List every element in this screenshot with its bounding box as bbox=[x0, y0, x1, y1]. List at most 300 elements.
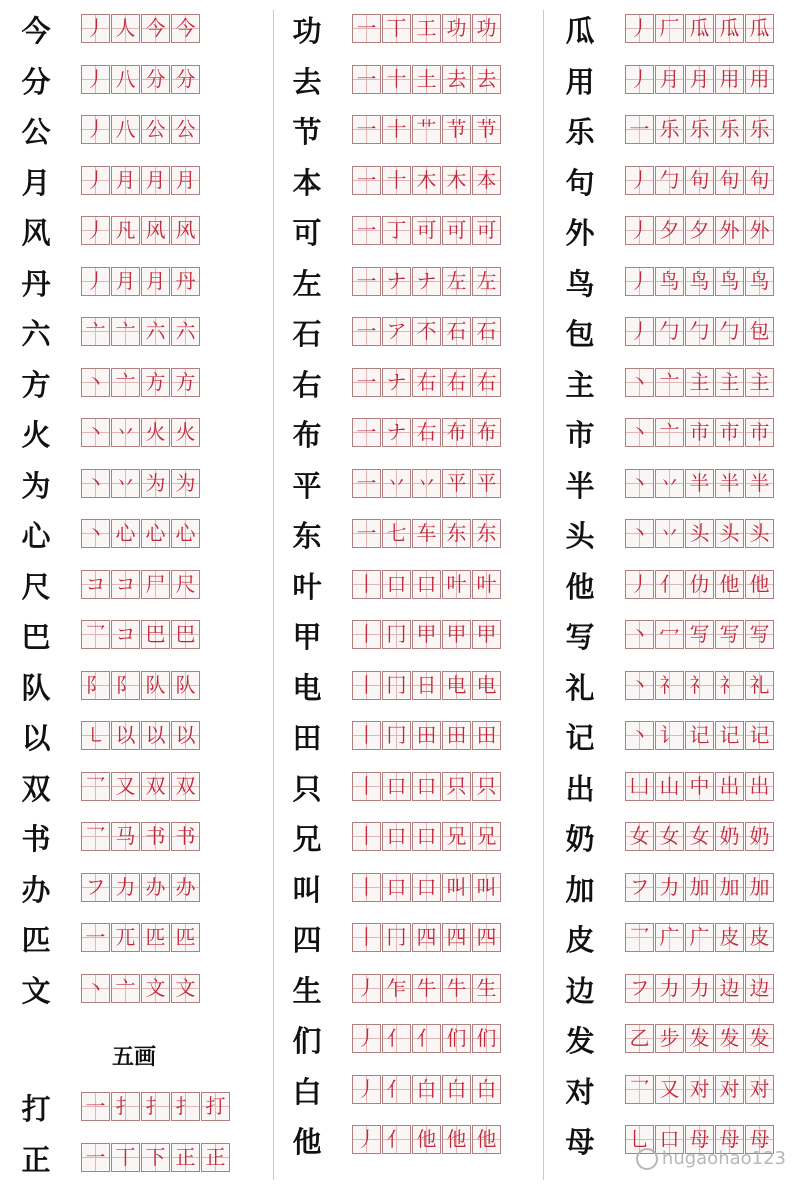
stroke-step: 去 bbox=[446, 66, 467, 91]
char-row bbox=[0, 620, 800, 654]
stroke-step: 巴 bbox=[145, 622, 166, 646]
stroke-step: 石 bbox=[476, 319, 497, 343]
stroke-step: 边 bbox=[719, 975, 740, 1000]
stroke-box bbox=[715, 974, 744, 1003]
stroke-box bbox=[715, 216, 744, 245]
stroke-box bbox=[715, 418, 744, 447]
main-character: 甲 bbox=[292, 620, 322, 654]
stroke-step: 车 bbox=[416, 521, 437, 545]
main-character: 奶 bbox=[565, 822, 595, 856]
stroke-steps bbox=[625, 368, 775, 397]
main-character: 办 bbox=[21, 872, 51, 907]
stroke-box bbox=[745, 267, 774, 296]
stroke-box bbox=[655, 570, 684, 599]
char-row bbox=[0, 721, 800, 755]
stroke-box bbox=[745, 923, 774, 952]
stroke-step: 冂 bbox=[386, 672, 407, 697]
stroke-step: 六 bbox=[175, 319, 196, 343]
main-character: 队 bbox=[21, 670, 51, 705]
stroke-step: 六 bbox=[145, 319, 166, 343]
stroke-box bbox=[625, 267, 654, 296]
stroke-step: 七 bbox=[386, 521, 407, 545]
stroke-box bbox=[715, 14, 744, 43]
stroke-step: 记 bbox=[689, 723, 710, 747]
stroke-step: 发 bbox=[749, 1026, 770, 1050]
column-divider-2 bbox=[543, 10, 544, 1180]
stroke-steps bbox=[625, 267, 775, 296]
stroke-box bbox=[625, 166, 654, 195]
stroke-box bbox=[655, 671, 684, 700]
stroke-step: 丨 bbox=[356, 925, 377, 949]
stroke-step: 丿 bbox=[356, 975, 377, 1000]
stroke-step: 一 bbox=[85, 1145, 106, 1169]
main-character: 功 bbox=[292, 14, 322, 48]
stroke-step: 亠 bbox=[115, 319, 136, 343]
stroke-step: 鸟 bbox=[659, 268, 680, 293]
stroke-step: 乙 bbox=[629, 1026, 650, 1050]
stroke-step: 马 bbox=[115, 824, 136, 848]
stroke-step: 市 bbox=[749, 420, 770, 444]
stroke-step: 甲 bbox=[446, 622, 467, 646]
stroke-step: 一 bbox=[356, 66, 377, 91]
stroke-box bbox=[625, 923, 654, 952]
stroke-step: 凡 bbox=[115, 218, 136, 242]
stroke-box bbox=[655, 822, 684, 851]
stroke-step: コ bbox=[115, 571, 136, 596]
stroke-step: 丿 bbox=[629, 167, 650, 192]
stroke-step: 丅 bbox=[386, 16, 407, 40]
stroke-step: 用 bbox=[719, 66, 740, 91]
stroke-step: 火 bbox=[145, 420, 166, 444]
stroke-step: 丿 bbox=[85, 117, 106, 141]
stroke-step: 乐 bbox=[749, 117, 770, 141]
stroke-step: 扌 bbox=[145, 1094, 166, 1118]
stroke-step: コ bbox=[85, 571, 106, 596]
main-character: 记 bbox=[565, 721, 595, 755]
stroke-step: 文 bbox=[145, 975, 166, 1000]
stroke-steps bbox=[625, 115, 775, 144]
stroke-step: 打 bbox=[205, 1094, 226, 1118]
stroke-step: 月 bbox=[115, 167, 136, 192]
stroke-step: 冂 bbox=[386, 723, 407, 747]
stroke-box bbox=[745, 14, 774, 43]
stroke-step: 丨 bbox=[356, 622, 377, 646]
stroke-box bbox=[625, 65, 654, 94]
stroke-step: 母 bbox=[749, 1127, 770, 1151]
stroke-step: 右 bbox=[476, 369, 497, 394]
main-character: 文 bbox=[21, 973, 51, 1008]
stroke-box bbox=[655, 65, 684, 94]
stroke-step: 土 bbox=[416, 66, 437, 91]
stroke-step: 句 bbox=[749, 167, 770, 192]
stroke-step: 不 bbox=[416, 319, 437, 343]
stroke-step: 右 bbox=[416, 369, 437, 394]
stroke-step: 本 bbox=[476, 167, 497, 192]
stroke-step: 丷 bbox=[386, 470, 407, 495]
stroke-step: 人 bbox=[115, 16, 136, 40]
main-character: 以 bbox=[21, 721, 51, 755]
stroke-step: 布 bbox=[446, 420, 467, 444]
stroke-step: 一 bbox=[356, 319, 377, 343]
stroke-box bbox=[745, 65, 774, 94]
stroke-step: 分 bbox=[175, 66, 196, 91]
stroke-box bbox=[655, 1024, 684, 1053]
stroke-steps bbox=[625, 620, 775, 649]
stroke-step: 八 bbox=[115, 66, 136, 91]
stroke-step: 对 bbox=[749, 1076, 770, 1101]
main-character: 出 bbox=[565, 771, 595, 806]
stroke-step: 可 bbox=[476, 218, 497, 242]
stroke-step: 丨 bbox=[356, 874, 377, 899]
stroke-step: 匹 bbox=[145, 925, 166, 949]
stroke-box bbox=[625, 873, 654, 902]
stroke-steps bbox=[625, 721, 775, 750]
stroke-box bbox=[685, 317, 714, 346]
main-character: 礼 bbox=[565, 670, 595, 705]
stroke-step: 勹 bbox=[659, 319, 680, 343]
stroke-step: ナ bbox=[416, 268, 437, 293]
stroke-step: 一 bbox=[356, 218, 377, 242]
stroke-step: 女 bbox=[689, 824, 710, 848]
stroke-step: 可 bbox=[446, 218, 467, 242]
stroke-box bbox=[625, 1024, 654, 1053]
main-character: 电 bbox=[292, 670, 322, 705]
char-row bbox=[0, 469, 800, 503]
stroke-step: 乐 bbox=[689, 117, 710, 141]
stroke-step: 半 bbox=[749, 470, 770, 495]
stroke-box bbox=[625, 822, 654, 851]
main-character: 右 bbox=[292, 367, 322, 402]
stroke-step: 亻 bbox=[386, 1127, 407, 1151]
stroke-step: 口 bbox=[386, 571, 407, 596]
stroke-step: 兀 bbox=[115, 925, 136, 949]
stroke-step: 木 bbox=[416, 167, 437, 192]
stroke-step: 月 bbox=[175, 167, 196, 192]
stroke-step: 日 bbox=[416, 672, 437, 697]
stroke-step: 左 bbox=[446, 268, 467, 293]
stroke-step: 凵 bbox=[629, 773, 650, 798]
stroke-step: 鸟 bbox=[689, 268, 710, 293]
stroke-step: ア bbox=[386, 319, 407, 343]
watermark-text: hugaohao123 bbox=[661, 1148, 786, 1169]
stroke-box bbox=[655, 317, 684, 346]
stroke-step: 半 bbox=[719, 470, 740, 495]
stroke-box bbox=[655, 469, 684, 498]
stroke-step: 写 bbox=[719, 622, 740, 646]
stroke-step: 平 bbox=[476, 470, 497, 495]
stroke-step: 礻 bbox=[659, 672, 680, 697]
stroke-box bbox=[685, 671, 714, 700]
stroke-step: 丨 bbox=[356, 773, 377, 798]
stroke-step: 牛 bbox=[446, 975, 467, 1000]
stroke-step: 丨 bbox=[356, 824, 377, 848]
stroke-step: 步 bbox=[659, 1026, 680, 1050]
stroke-step: 十 bbox=[386, 66, 407, 91]
stroke-step: 乐 bbox=[659, 117, 680, 141]
stroke-box bbox=[715, 570, 744, 599]
stroke-box bbox=[685, 368, 714, 397]
stroke-step: 一 bbox=[85, 925, 106, 949]
main-character: 去 bbox=[292, 64, 322, 99]
stroke-step: 丁 bbox=[386, 218, 407, 242]
stroke-step: 头 bbox=[749, 521, 770, 545]
stroke-box bbox=[715, 1075, 744, 1104]
main-character: 布 bbox=[292, 418, 322, 452]
stroke-step: 一 bbox=[356, 167, 377, 192]
main-character: 巴 bbox=[21, 620, 51, 654]
stroke-box bbox=[715, 873, 744, 902]
stroke-step: 丷 bbox=[416, 470, 437, 495]
stroke-box bbox=[655, 974, 684, 1003]
stroke-step: 山 bbox=[659, 773, 680, 798]
stroke-step: 田 bbox=[446, 723, 467, 747]
stroke-step: 冂 bbox=[386, 622, 407, 646]
stroke-step: 田 bbox=[416, 723, 437, 747]
stroke-box bbox=[685, 923, 714, 952]
stroke-box bbox=[745, 1075, 774, 1104]
stroke-box bbox=[685, 469, 714, 498]
main-character: 加 bbox=[565, 872, 595, 907]
main-character: 包 bbox=[565, 317, 595, 351]
stroke-step: 阝 bbox=[115, 672, 136, 697]
main-character: 兄 bbox=[292, 822, 322, 856]
stroke-step: 口 bbox=[386, 874, 407, 899]
stroke-step: 们 bbox=[476, 1026, 497, 1050]
char-row bbox=[0, 873, 800, 907]
stroke-step: 丿 bbox=[356, 1026, 377, 1050]
stroke-step: 牛 bbox=[416, 975, 437, 1000]
stroke-step: 鸟 bbox=[719, 268, 740, 293]
stroke-step: 文 bbox=[175, 975, 196, 1000]
stroke-step: 瓜 bbox=[719, 16, 740, 40]
main-character: 乐 bbox=[565, 115, 595, 149]
stroke-step: 夕 bbox=[659, 218, 680, 242]
stroke-step: 亻 bbox=[659, 571, 680, 596]
stroke-box bbox=[715, 317, 744, 346]
stroke-step: 布 bbox=[476, 420, 497, 444]
stroke-step: 扌 bbox=[175, 1094, 196, 1118]
stroke-box bbox=[685, 14, 714, 43]
stroke-step: 句 bbox=[719, 167, 740, 192]
stroke-step: 他 bbox=[446, 1127, 467, 1151]
stroke-step: 心 bbox=[115, 521, 136, 545]
stroke-step: 丿 bbox=[85, 66, 106, 91]
stroke-step: 兄 bbox=[446, 824, 467, 848]
stroke-step: 方 bbox=[175, 369, 196, 394]
stroke-step: 他 bbox=[749, 571, 770, 596]
stroke-box bbox=[715, 65, 744, 94]
stroke-step: 女 bbox=[629, 824, 650, 848]
stroke-step: 头 bbox=[689, 521, 710, 545]
main-character: 主 bbox=[565, 367, 595, 402]
stroke-steps bbox=[625, 166, 775, 195]
char-row bbox=[0, 65, 800, 99]
main-character: 头 bbox=[565, 519, 595, 553]
stroke-box bbox=[745, 368, 774, 397]
stroke-step: 只 bbox=[476, 773, 497, 798]
stroke-step: 平 bbox=[446, 470, 467, 495]
stroke-box bbox=[685, 115, 714, 144]
stroke-step: 兄 bbox=[476, 824, 497, 848]
char-row bbox=[0, 166, 800, 200]
stroke-box bbox=[715, 267, 744, 296]
stroke-step: 月 bbox=[145, 268, 166, 293]
stroke-box bbox=[625, 620, 654, 649]
stroke-step: 皮 bbox=[719, 925, 740, 949]
stroke-steps bbox=[625, 772, 775, 801]
char-row bbox=[0, 1075, 800, 1109]
stroke-step: 口 bbox=[416, 773, 437, 798]
stroke-step: 四 bbox=[416, 925, 437, 949]
stroke-step: 一 bbox=[356, 369, 377, 394]
stroke-step: 冂 bbox=[386, 925, 407, 949]
stroke-box bbox=[625, 418, 654, 447]
main-character: 外 bbox=[565, 216, 595, 250]
stroke-steps bbox=[625, 519, 775, 548]
stroke-box bbox=[715, 469, 744, 498]
stroke-step: 丶 bbox=[629, 672, 650, 697]
stroke-step: 头 bbox=[719, 521, 740, 545]
main-character: 母 bbox=[565, 1125, 595, 1159]
stroke-box bbox=[655, 620, 684, 649]
stroke-step: 亠 bbox=[659, 420, 680, 444]
stroke-box bbox=[685, 1024, 714, 1053]
stroke-step: 口 bbox=[416, 824, 437, 848]
stroke-step: 丿 bbox=[629, 571, 650, 596]
stroke-step: 广 bbox=[659, 925, 680, 949]
stroke-step: 可 bbox=[416, 218, 437, 242]
stroke-step: 用 bbox=[749, 66, 770, 91]
stroke-step: 叶 bbox=[476, 571, 497, 596]
stroke-step: 叶 bbox=[446, 571, 467, 596]
main-character: 鸟 bbox=[565, 266, 595, 301]
stroke-step: 节 bbox=[476, 117, 497, 141]
stroke-step: 办 bbox=[145, 874, 166, 899]
stroke-box bbox=[685, 216, 714, 245]
stroke-step: 一 bbox=[356, 268, 377, 293]
stroke-steps bbox=[625, 671, 775, 700]
stroke-step: 方 bbox=[145, 369, 166, 394]
stroke-steps bbox=[625, 418, 775, 447]
stroke-step: 礻 bbox=[719, 672, 740, 697]
main-character: 写 bbox=[565, 620, 595, 654]
stroke-box bbox=[715, 620, 744, 649]
stroke-step: 对 bbox=[719, 1076, 740, 1101]
stroke-step: 丶 bbox=[85, 975, 106, 1000]
main-character: 双 bbox=[21, 771, 51, 806]
stroke-step: 丹 bbox=[175, 268, 196, 293]
stroke-step: 丷 bbox=[115, 420, 136, 444]
stroke-step: コ bbox=[115, 622, 136, 646]
stroke-step: 勹 bbox=[719, 319, 740, 343]
stroke-steps bbox=[625, 469, 775, 498]
stroke-step: 力 bbox=[659, 874, 680, 899]
stroke-step: 丿 bbox=[629, 66, 650, 91]
stroke-step: 口 bbox=[416, 874, 437, 899]
stroke-steps bbox=[625, 974, 775, 1003]
stroke-step: 乍 bbox=[386, 975, 407, 1000]
stroke-step: 匹 bbox=[175, 925, 196, 949]
stroke-step: 广 bbox=[689, 925, 710, 949]
stroke-step: 月 bbox=[115, 268, 136, 293]
main-character: 正 bbox=[21, 1143, 51, 1177]
stroke-box bbox=[745, 519, 774, 548]
char-row bbox=[0, 570, 800, 604]
stroke-step: 半 bbox=[689, 470, 710, 495]
stroke-step: フ bbox=[629, 874, 650, 899]
stroke-step: 一 bbox=[356, 420, 377, 444]
stroke-step: 勹 bbox=[659, 167, 680, 192]
stroke-step: 主 bbox=[689, 369, 710, 394]
stroke-step: 主 bbox=[719, 369, 740, 394]
main-character: 市 bbox=[565, 418, 595, 452]
stroke-step: 十 bbox=[386, 117, 407, 141]
stroke-step: 市 bbox=[689, 420, 710, 444]
stroke-step: 乛 bbox=[629, 1076, 650, 1101]
char-row bbox=[0, 115, 800, 149]
char-row bbox=[0, 974, 800, 1008]
stroke-box bbox=[625, 1075, 654, 1104]
stroke-step: 一 bbox=[356, 470, 377, 495]
main-character: 今 bbox=[21, 14, 51, 48]
stroke-step: 甲 bbox=[476, 622, 497, 646]
stroke-step: 们 bbox=[446, 1026, 467, 1050]
stroke-box bbox=[625, 317, 654, 346]
stroke-step: 去 bbox=[476, 66, 497, 91]
main-character: 丹 bbox=[21, 266, 51, 301]
stroke-step: 丅 bbox=[115, 1145, 136, 1169]
stroke-step: 月 bbox=[145, 167, 166, 192]
stroke-step: 公 bbox=[145, 117, 166, 141]
stroke-box bbox=[715, 1024, 744, 1053]
stroke-steps bbox=[625, 822, 775, 851]
stroke-box bbox=[625, 469, 654, 498]
stroke-steps bbox=[625, 65, 775, 94]
stroke-step: 市 bbox=[719, 420, 740, 444]
stroke-step: 又 bbox=[115, 773, 136, 798]
stroke-step: 丿 bbox=[356, 1076, 377, 1101]
stroke-box bbox=[685, 620, 714, 649]
stroke-step: 发 bbox=[689, 1026, 710, 1050]
stroke-step: 尺 bbox=[175, 571, 196, 596]
char-row bbox=[0, 671, 800, 705]
stroke-step: 丷 bbox=[659, 521, 680, 545]
stroke-step: 左 bbox=[476, 268, 497, 293]
char-row bbox=[0, 14, 800, 48]
watermark bbox=[636, 1148, 786, 1170]
stroke-box bbox=[715, 772, 744, 801]
stroke-step: 力 bbox=[689, 975, 710, 1000]
stroke-step: 力 bbox=[659, 975, 680, 1000]
stroke-step: 外 bbox=[749, 218, 770, 242]
stroke-box bbox=[715, 822, 744, 851]
char-row bbox=[0, 368, 800, 402]
stroke-step: 口 bbox=[386, 773, 407, 798]
stroke-box bbox=[625, 721, 654, 750]
stroke-step: 队 bbox=[175, 672, 196, 697]
stroke-step: 出 bbox=[749, 773, 770, 798]
stroke-step: 分 bbox=[145, 66, 166, 91]
stroke-step: 书 bbox=[175, 824, 196, 848]
stroke-box bbox=[715, 923, 744, 952]
main-character: 风 bbox=[21, 216, 51, 250]
stroke-step: 正 bbox=[175, 1145, 196, 1169]
stroke-step: 亠 bbox=[85, 319, 106, 343]
stroke-step: 边 bbox=[749, 975, 770, 1000]
stroke-step: 白 bbox=[476, 1076, 497, 1101]
stroke-step: 记 bbox=[749, 723, 770, 747]
char-row bbox=[0, 822, 800, 856]
